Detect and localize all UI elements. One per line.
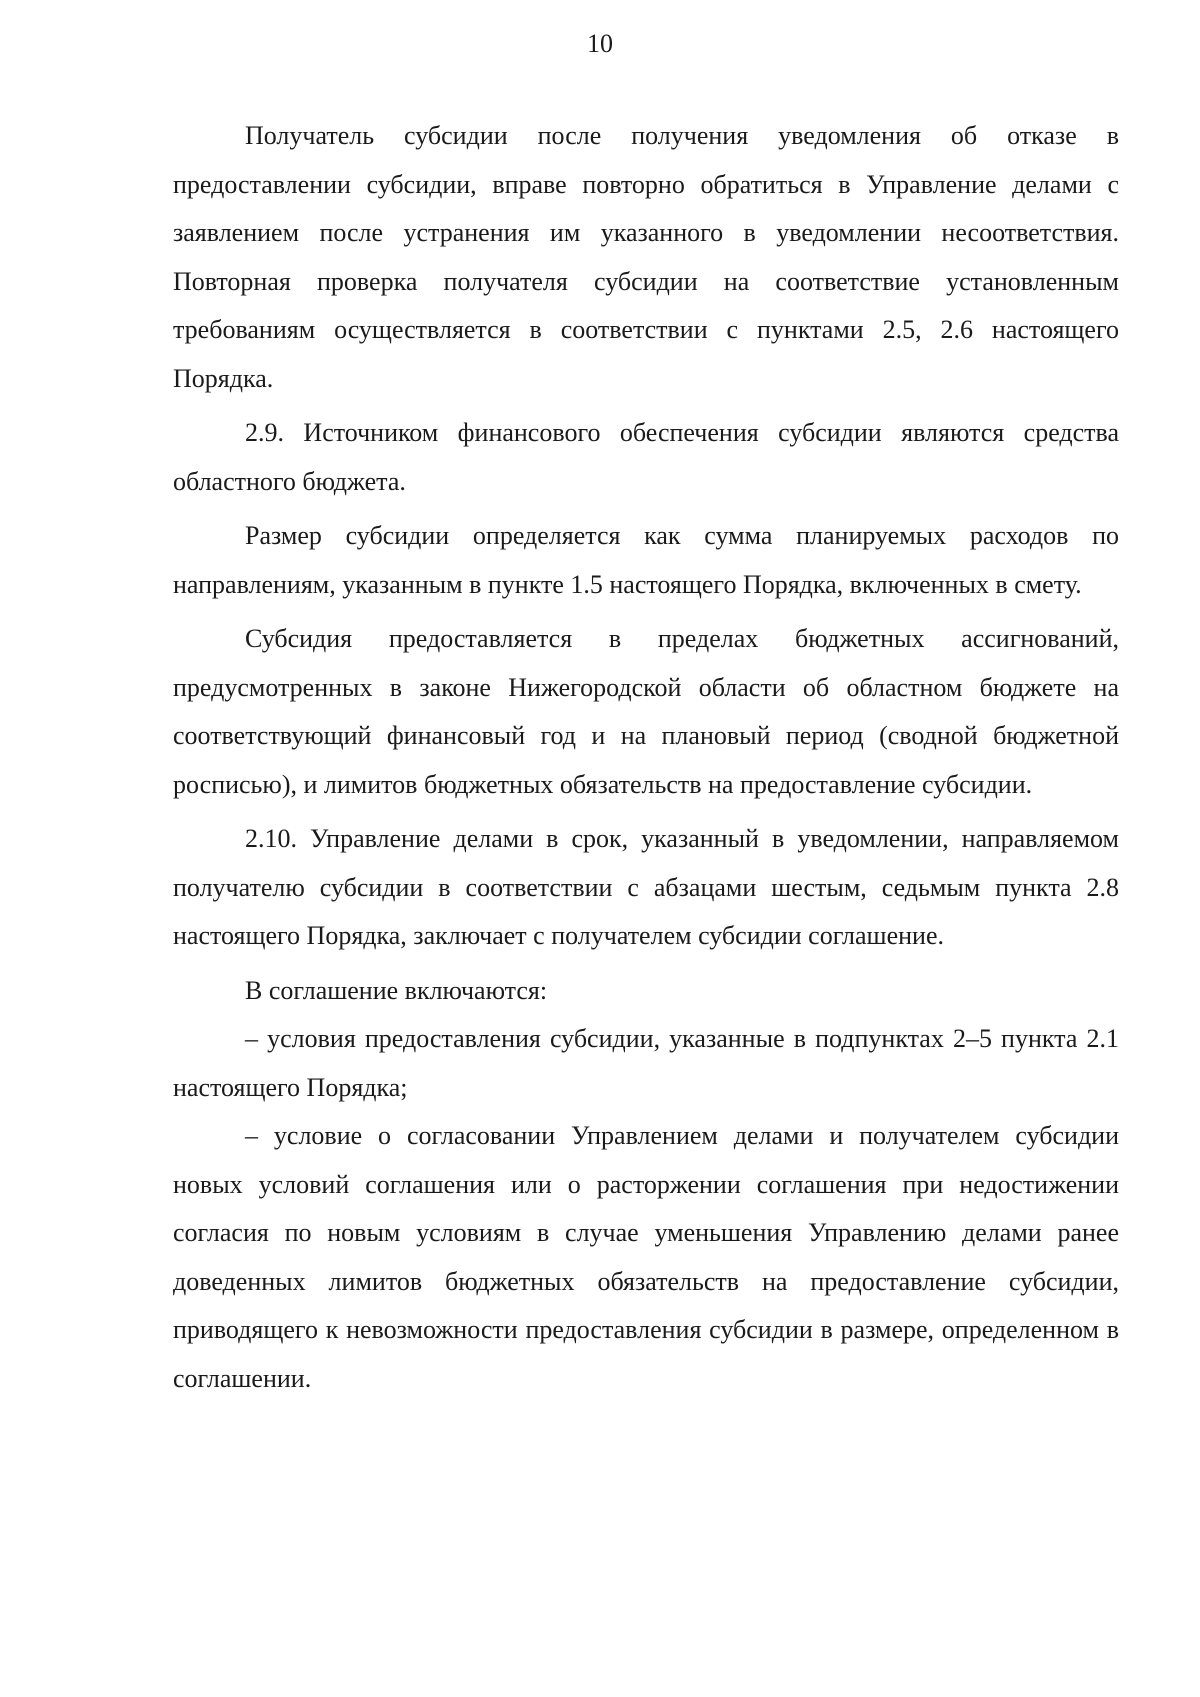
paragraph-agreement-includes: В соглашение включаются: xyxy=(245,975,548,1005)
paragraph-2-9-funding-source: 2.9. Источником финансового обеспечения субсидии являются средства областного бюджета. xyxy=(173,418,1119,496)
paragraph-resubmission: Получатель субсидии после получения уведомления об отказе в предоставлении субсидии, вправе повторно обратиться в Управление делами с заявлением после устранения им указанного в уведомлении несоответствия. Повторная проверка получателя субсидии на соответствие установленным требованиям осуществляется в соответствии с пунктами 2.5, 2.6 настоящего Порядка. xyxy=(173,121,1119,393)
list-item-conditions: – условия предоставления субсидии, указанные в подпунктах 2–5 пункта 2.1 настоящего Порядка; xyxy=(173,1024,1119,1102)
list-item-new-conditions: – условие о согласовании Управлением делами и получателем субсидии новых условий соглашения или о расторжении соглашения при недостижении согласия по новым условиям в случае уменьшения Управлению делами ранее доведенных лимитов бюджетных обязательств на предоставление субсидии, приводящего к невозможности предоставления субсидии в размере, определенном в соглашении. xyxy=(173,1121,1119,1393)
paragraph-2-10-agreement: 2.10. Управление делами в срок, указанный в уведомлении, направляемом получателю субсидии в соответствии с абзацами шестым, седьмым пункта 2.8 настоящего Порядка, заключает с получателем субсидии соглашение. xyxy=(173,824,1119,950)
paragraph-subsidy-amount: Размер субсидии определяется как сумма планируемых расходов по направлениям, указанным в пункте 1.5 настоящего Порядка, включенных в смету. xyxy=(173,521,1119,599)
page-number: 10 xyxy=(587,29,613,58)
paragraph-budget-limits: Субсидия предоставляется в пределах бюджетных ассигнований, предусмотренных в законе Нижегородской области об областном бюджете на соответствующий финансовый год и на плановый период (сводной бюджетной росписью), и лимитов бюджетных обязательств на предоставление субсидии. xyxy=(173,624,1119,799)
document-body xyxy=(173,112,1119,1403)
